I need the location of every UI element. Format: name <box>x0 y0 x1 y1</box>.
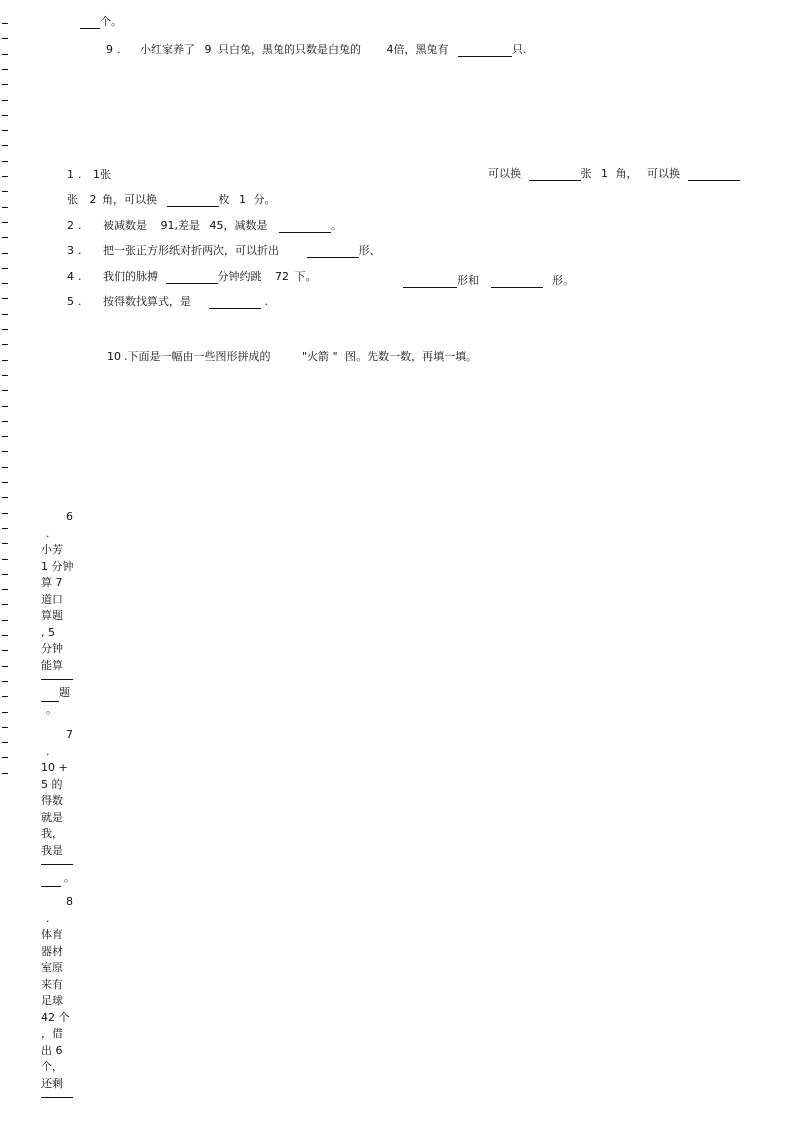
answer-blank[interactable] <box>307 246 359 258</box>
margin-dash <box>2 176 8 177</box>
margin-dash <box>2 559 8 560</box>
answer-blank[interactable] <box>80 17 100 29</box>
subquestion-3: 3 . 把一张正方形纸对折两次，可以折出 形、 <box>67 244 381 257</box>
answer-blank[interactable] <box>166 272 218 284</box>
margin-dash <box>2 727 8 728</box>
margin-dash <box>2 528 8 529</box>
margin-dash <box>2 742 8 743</box>
margin-dash <box>2 712 8 713</box>
margin-dash <box>2 115 8 116</box>
answer-blank[interactable] <box>209 297 261 309</box>
margin-dash <box>2 130 8 131</box>
question-7: 7 . 10 + 5 的 得数 就是 我， 我是 。 <box>41 727 81 887</box>
margin-dash <box>2 69 8 70</box>
margin-dash <box>2 757 8 758</box>
margin-dash <box>2 237 8 238</box>
margin-dash <box>2 421 8 422</box>
margin-dash <box>2 100 8 101</box>
answer-blank[interactable] <box>279 221 331 233</box>
answer-blank[interactable] <box>41 1097 73 1098</box>
subquestion-1: 1 . 1张 <box>67 168 111 181</box>
margin-dash <box>2 406 8 407</box>
answer-blank[interactable] <box>458 45 512 57</box>
margin-dash <box>2 222 8 223</box>
margin-dash <box>2 145 8 146</box>
answer-blank[interactable] <box>41 876 61 887</box>
subquestion-1-cont: 张 2 角，可以换 枚 1 分。 <box>67 193 276 206</box>
margin-dash <box>2 666 8 667</box>
margin-dash <box>2 436 8 437</box>
question-9: 9 . 小红家养了 9 只白兔，黑兔的只数是白兔的 4倍，黑兔有 只. <box>106 43 527 56</box>
margin-dash <box>2 344 8 345</box>
margin-dash <box>2 497 8 498</box>
margin-dash <box>2 543 8 544</box>
answer-blank[interactable] <box>167 195 219 207</box>
margin-dash <box>2 375 8 376</box>
margin-dash <box>2 360 8 361</box>
question-8: 8 . 体育 器材 室原 来有 足球 42 个 ，借 出 6 个， 还剩 <box>41 894 81 1103</box>
margin-dash <box>2 589 8 590</box>
margin-dash <box>2 54 8 55</box>
margin-dash <box>2 314 8 315</box>
margin-dash <box>2 467 8 468</box>
margin-dash <box>2 161 8 162</box>
margin-dash <box>2 681 8 682</box>
subquestion-4: 4 . 我们的脉搏 分钟约跳 72 下。 <box>67 270 317 283</box>
answer-blank[interactable] <box>41 864 73 865</box>
margin-dash <box>2 207 8 208</box>
margin-dash <box>2 451 8 452</box>
answer-blank[interactable] <box>529 169 581 181</box>
margin-dash <box>2 696 8 697</box>
margin-dash <box>2 773 8 774</box>
margin-dash <box>2 298 8 299</box>
margin-dash <box>2 38 8 39</box>
margin-dash <box>2 191 8 192</box>
margin-dash <box>2 604 8 605</box>
answer-blank[interactable] <box>403 276 457 288</box>
subquestion-1-right: 可以换 张 1 角， 可以换 <box>488 167 740 181</box>
margin-dash <box>2 513 8 514</box>
question-10: 10 .下面是一幅由一些图形拼成的 "火箭 " 图。先数一数，再填一填。 <box>107 350 478 363</box>
answer-blank[interactable] <box>41 691 59 702</box>
margin-dash <box>2 390 8 391</box>
question-6: 6 . 小芳 1 分钟 算 7 道口 算题 , 5 分钟 能算 题 。 <box>41 510 74 716</box>
margin-dash <box>2 253 8 254</box>
margin-dash <box>2 329 8 330</box>
margin-dash <box>2 23 8 24</box>
margin-dash <box>2 620 8 621</box>
margin-dash <box>2 268 8 269</box>
margin-dash <box>2 482 8 483</box>
margin-dash <box>2 84 8 85</box>
margin-dash <box>2 650 8 651</box>
answer-blank[interactable] <box>688 169 740 181</box>
subquestion-2: 2 . 被减数是 91,差是 45，减数是 。 <box>67 219 342 232</box>
subquestion-5: 5 . 按得数找算式，是 . <box>67 295 268 308</box>
margin-dash <box>2 635 8 636</box>
top-fragment: 个。 <box>80 15 122 29</box>
answer-blank[interactable] <box>41 679 73 680</box>
answer-blank[interactable] <box>491 276 543 288</box>
margin-dash <box>2 574 8 575</box>
subquestion-4-right: 形和 形。 <box>403 274 574 288</box>
margin-dash <box>2 283 8 284</box>
